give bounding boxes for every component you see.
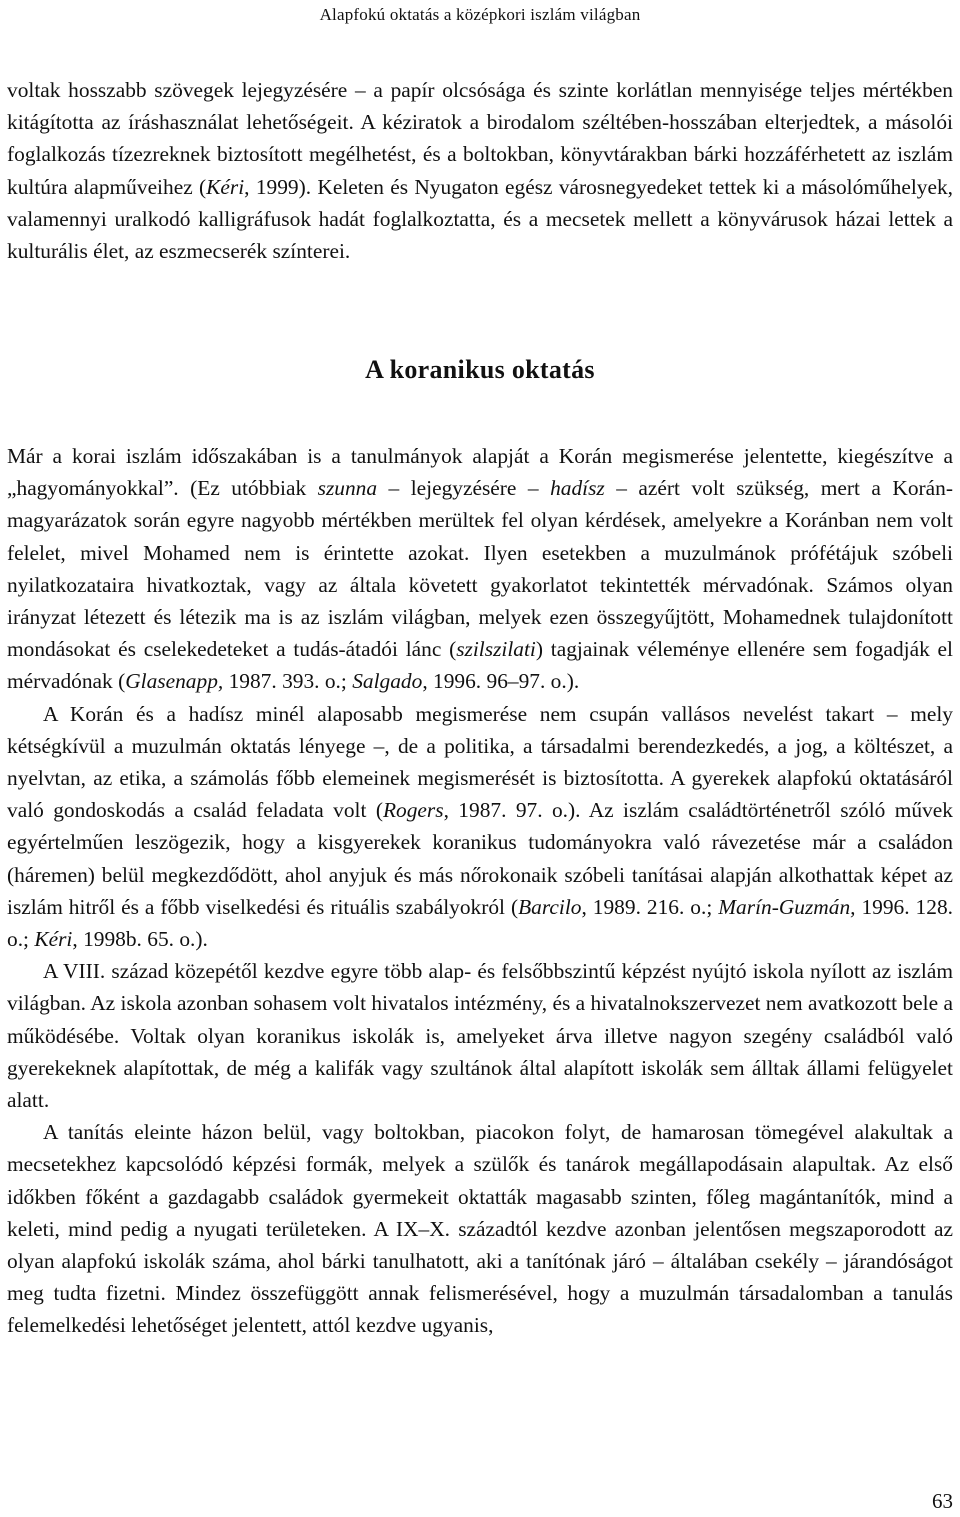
p2-text-d: ) tagjainak véleménye ellenére sem fogadják el mérvadónak (: [7, 637, 953, 694]
p2-term-szilszilati: szilszilati: [456, 637, 536, 662]
paragraph-2: [7, 440, 953, 698]
p3-text-d: 1996. 128. o.;: [7, 894, 953, 952]
p2-text-b: – lejegyzésére –: [377, 476, 551, 501]
p3-text-c: , 1989. 216. o.;: [581, 894, 719, 919]
p2-citation-salgado: Salgado: [352, 669, 423, 694]
paragraph-4: A VIII. század közepétől kezdve egyre több alap- és felsőbbszintű képzést nyújtó iskola nyílott az iszlám világban. Az iskola azonban sohasem volt hivatalos intézmény, és a hivatalnokszervezet nem avatkozott bele a működésébe. Voltak olyan koranikus iskolák is, amelyeket árva illetve nagyon szegény családból való gyerekeknek alapítottak, de még a kalifák vagy szultánok által alapított iskolák sem álltak állami felügyelet alatt.: [7, 959, 953, 1113]
p3-text-b: , 1987. 97. o.). Az iszlám családtörténetről szóló művek egyértelműen leszögezik, hogy a kisgyerekek koranikus tudományokra való rávezetése már a családon (háremen) belül megkezdődött, ahol anyjuk és más nőrokonaik szóbeli tanításai alapján alkothattak képet az iszlám hitről és a főbb viselkedési és rituális szabályokról (: [7, 798, 953, 919]
p2-term-szunna: szunna: [317, 476, 378, 501]
paragraph-5: A tanítás eleinte házon belül, vagy boltokban, piacokon folyt, de hamarosan tömegével alakultak a mecsetekhez kapcsolódó képzési formák, melyek a szülők és tanárok megállapodásain alapultak. Az első időkben főként a gazdagabb családok gyermekeit oktatták magasabb szinten, főleg magántanítók, mind a keleti, mind pedig a nyugati területeken. A IX–X. századtól kezdve azonban jelentősen megszaporodott az olyan alapfokú iskolák száma, ahol bárki tanulhatott, aki a tanítónak járó – általában csekély – járandóságot meg tudta fizetni. Mindez összefüggött annak felismerésével, hogy a muzulmán társadalomban a tanulás felemelkedési lehetőséget jelentett, attól kezdve ugyanis,: [7, 1120, 953, 1338]
p1-citation: Kéri: [206, 174, 245, 199]
p3-citation-barcilo: Barcilo: [518, 894, 582, 919]
p2-term-hadisz: hadísz: [550, 476, 605, 501]
paragraph-1: [7, 74, 953, 267]
p3-citation-keri: Kéri: [34, 927, 73, 952]
p2-text-e: 1987. 393. o.;: [223, 669, 353, 694]
p2-citation-glasenapp: Glasenapp,: [125, 669, 224, 694]
p2-text-f: , 1996. 96–97. o.).: [422, 669, 580, 694]
body-text-top: [7, 74, 953, 267]
p3-citation-rogers: Rogers: [382, 798, 444, 823]
p3-text-e: , 1998b. 65. o.).: [72, 927, 208, 952]
p2-text-c: – azért volt szükség, mert a Korán- magyarázatok során egyre nagyobb mértékben merültek fel olyan kérdések, amelyekre a Koránban nem volt felelet, mivel Mohamed nem is érintette azokat. Ilyen esetekben a muzulmánok prófétájuk szóbeli nyilatkozataira hivatkoztak, vagy az általa követett gyakorlatot tekintették mérvadónak. Számos olyan irányzat létezett és létezik ma is az iszlám világban, melyek ezen összegyűjtött, Mohamednek tulajdonított mondásokat és cselekedeteket a tudás-átadói lánc (: [7, 476, 953, 662]
paragraph-3: [7, 698, 953, 956]
p1-text-a: voltak hosszabb szövegek lejegyzésére – a papír olcsósága és szinte korlátlan mennyisége teljes mértékben kitágította az íráshasználat lehetőségeit. A kéziratok a birodalom széltében-hosszában elterjedtek, a másolói foglalkozás tízezreknek biztosított megélhetést, és a boltokban, könyvtárakban bárki hozzáférhetett az iszlám kultúra alapműveihez (: [7, 78, 953, 199]
p3-text-a: A Korán és a hadísz minél alaposabb megismerése nem csupán vallásos nevelést takart – mely kétségkívül a muzulmán oktatás lényege –, de a politika, a társadalmi berendezkedés, a jog, a költészet, a nyelvtan, az etika, a számolás főbb elemeinek megismerését is biztosította. A gyerekek alapfokú oktatásáról való gondoskodás a család feladata volt (: [7, 701, 953, 823]
p2-text-a: Már a korai iszlám időszakában is a tanulmányok alapját a Korán megismerése jelentette, kiegészítve a „hagyományokkal”. (Ez utóbbiak: [7, 444, 953, 501]
page-number: 63: [932, 1489, 953, 1513]
running-header: Alapfokú oktatás a középkori iszlám világban: [319, 5, 641, 24]
section-title: A koranikus oktatás: [365, 355, 595, 384]
p3-citation-marin-guzman: Marín-Guzmán,: [718, 894, 856, 919]
body-text-main: [7, 440, 953, 1342]
p1-text-b: , 1999). Keleten és Nyugaton egész városnegyedeket tettek ki a másolóműhelyek, valamennyi uralkodó kalligráfusok hadát foglalkoztatta, és a mecsetek mellett a könyvárusok házai lettek a kulturális élet, az eszmecserék színterei.: [7, 174, 953, 264]
